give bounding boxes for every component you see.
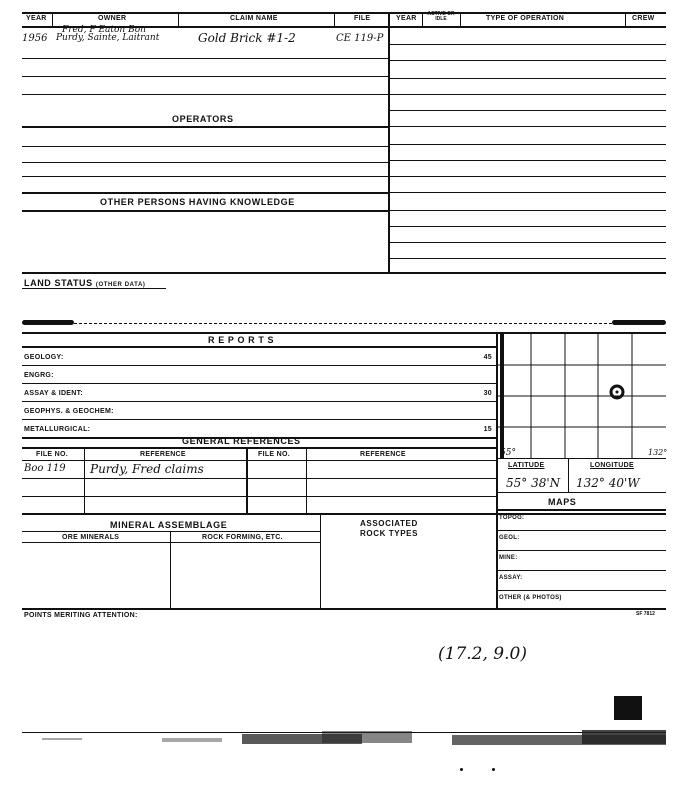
report-row: ASSAY & IDENT: 30: [22, 384, 496, 402]
header-crew: CREW: [632, 15, 655, 22]
reports-list: [22, 348, 496, 439]
ref-entry-reference: Purdy, Fred claims: [90, 462, 204, 476]
entry-file: CE 119-P: [336, 33, 384, 44]
header-year: YEAR: [26, 15, 47, 22]
entry-year: 1956: [22, 33, 48, 44]
points-meriting-attention: POINTS MERITING ATTENTION:: [24, 612, 138, 619]
map-row: OTHER (& PHOTOS): [499, 595, 562, 601]
map-row: ASSAY:: [497, 571, 666, 591]
grid-lat-label: 55°: [500, 448, 516, 458]
land-status-title: LAND STATUS (OTHER DATA): [24, 278, 146, 288]
col-reference-2: REFERENCE: [360, 451, 406, 458]
scan-dark-block: [614, 696, 642, 720]
mineral-assemblage-title: MINERAL ASSEMBLAGE: [110, 520, 228, 530]
scan-artifact-bar: [22, 320, 74, 325]
latitude-label: LATITUDE: [508, 462, 545, 469]
other-persons-title: OTHER PERSONS HAVING KNOWLEDGE: [100, 197, 295, 207]
location-grid: [497, 334, 666, 458]
associated-rock-types-line2: ROCK TYPES: [360, 529, 419, 538]
reports-title: R E P O R T S: [208, 335, 275, 345]
handwritten-note: (17.2, 9.0): [438, 644, 527, 664]
longitude-value: 132° 40'W: [576, 476, 640, 490]
entry-owner-line2: Purdy, Sainte, Laitrant: [56, 33, 160, 43]
map-row: MINE:: [497, 551, 666, 571]
grid-lon-label: 132°: [648, 448, 668, 457]
map-row: TOPOG:: [497, 511, 666, 531]
operators-title: OPERATORS: [172, 114, 234, 124]
general-references-title: GENERAL REFERENCES: [182, 436, 301, 446]
header-owner: OWNER: [98, 15, 127, 22]
scan-artifact-bar-right: [612, 320, 666, 325]
scan-dot: [492, 768, 495, 771]
longitude-label: LONGITUDE: [590, 462, 634, 469]
col-file-no-2: FILE NO.: [258, 451, 290, 458]
header-active-idle: ACTIVE OR IDLE: [427, 11, 455, 22]
map-row: GEOL:: [497, 531, 666, 551]
header-year-right: YEAR: [396, 15, 417, 22]
scan-dot: [460, 768, 463, 771]
ore-minerals-label: ORE MINERALS: [62, 534, 120, 541]
form-number: SF 7812: [636, 611, 655, 617]
scan-noise-band: [22, 726, 666, 748]
rock-forming-label: ROCK FORMING, ETC.: [202, 534, 283, 541]
header-claim-name: CLAIM NAME: [230, 15, 278, 22]
report-row: GEOLOGY: 45: [22, 348, 496, 366]
report-row: METALLURGICAL: 15: [22, 420, 496, 439]
report-row: ENGRG:: [22, 366, 496, 384]
maps-list: [497, 511, 666, 610]
entry-owner-line1: Fred, F Eaton Bon: [62, 25, 146, 35]
header-type-of-operation: TYPE OF OPERATION: [486, 15, 565, 22]
latitude-value: 55° 38'N: [506, 476, 561, 490]
maps-title: MAPS: [548, 497, 577, 507]
col-reference: REFERENCE: [140, 451, 186, 458]
header-file: FILE: [354, 15, 371, 22]
entry-claim-name: Gold Brick #1-2: [198, 31, 296, 45]
col-file-no: FILE NO.: [36, 451, 68, 458]
report-row: GEOPHYS. & GEOCHEM:: [22, 402, 496, 420]
associated-rock-types-line1: ASSOCIATED: [360, 519, 418, 528]
ref-entry-file: Boo 119: [24, 463, 66, 474]
